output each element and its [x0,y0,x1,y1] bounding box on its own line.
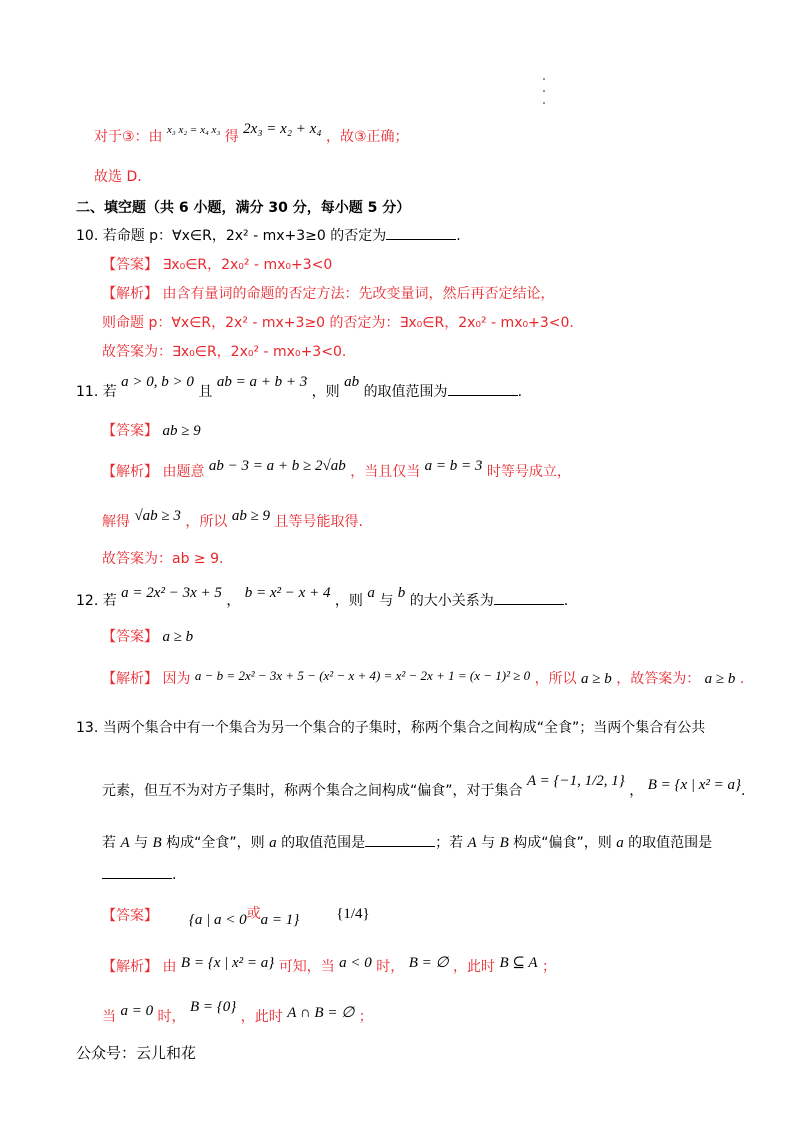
question-text: ， [226,593,241,609]
prev-text: ，故③正确； [326,129,409,145]
question-text: 若 [102,835,116,851]
q12-analysis [102,670,744,688]
q11-analysis-2 [102,508,363,531]
answer-tag: 【答案】 [102,908,158,924]
answer-math: a = 1} [260,912,300,928]
analysis-text: 时等号成立， [486,464,571,480]
analysis-text: 当 [102,1009,116,1025]
period: . [517,384,523,400]
analysis-math: B = {x | x² = a} [180,955,275,971]
analysis-text: ，故答案为： [616,671,701,687]
analysis-text: 时， [157,1009,186,1025]
analysis-math: ab ≥ 9 [231,508,271,524]
answer-math: {1/4} [336,906,370,922]
question-text: 元素，但互不为对方子集时，称两个集合之间构成“偏食”，对于集合 [102,783,523,799]
question-number: 10. [76,228,99,244]
math-var: B [499,835,509,851]
analysis-math: a − b = 2x² − 3x + 5 − (x² − x + 4) = x² − 2x + 1 = (x − 1)² ≥ 0 [194,668,531,683]
analysis-text: ，当且仅当 [350,464,421,480]
answer-blank [102,866,172,879]
analysis-text: . [739,671,745,687]
question-13-line-4 [102,866,176,884]
q10-analysis-1 [102,285,554,303]
math-expr: ab [344,374,360,390]
punct: ， [629,783,644,799]
analysis-tag: 【解析】 [102,464,158,480]
answer-math: {a | a < 0 [188,912,247,928]
analysis-math: a ≥ b [581,671,612,687]
question-text: 与 [379,593,394,609]
answer-text: 或 [246,906,261,922]
question-13-line-1 [76,719,705,737]
analysis-text: ，此时 [240,1009,283,1025]
question-text: 的大小关系为 [409,593,494,609]
q12-answer [102,628,193,646]
answer-tag: 【答案】 [102,257,158,273]
question-text: ，则 [311,384,340,400]
prev-line-2: 故选 D. [94,169,142,185]
question-text: 若 [102,593,117,609]
analysis-math: a = 0 [120,1003,154,1019]
question-13-line-3 [102,834,712,852]
analysis-tag: 【解析】 [102,286,158,302]
analysis-tag: 【解析】 [102,959,158,975]
analysis-text: 因为 [162,671,191,687]
math-var: A [467,835,477,851]
question-text: ，则 [334,593,363,609]
analysis-text: ，所以 [185,514,228,530]
question-text: 的取值范围是 [628,835,713,851]
answer-tag: 【答案】 [102,423,158,439]
period: . [172,867,177,883]
analysis-text: 由 [162,959,177,975]
q11-analysis-1 [102,458,571,481]
question-10 [76,227,461,245]
analysis-math: B = ∅ [408,955,449,971]
answer-blank [365,834,435,847]
period: . [456,228,461,244]
question-11 [76,374,523,401]
question-text: 与 [481,835,496,851]
analysis-math: B ⊆ A [499,955,538,971]
math-var: a [616,835,624,851]
math-expr: a > 0, b > 0 [121,374,194,390]
question-13-line-2 [102,773,746,800]
question-text: 当两个集合中有一个集合为另一个集合的子集时，称两个集合之间构成“全食”；当两个集合有公共 [102,720,706,736]
math-var: a [269,835,277,851]
q11-conclusion: 故答案为：ab ≥ 9. [102,551,224,567]
footer-watermark: 公众号：云儿和花 [76,1044,197,1062]
answer-math: ab ≥ 9 [162,423,201,439]
analysis-text: 可知，当 [278,959,335,975]
prev-text: 得 [224,129,239,145]
q13-analysis-1 [102,955,557,976]
question-text: ；若 [435,835,464,851]
analysis-math: a = b = 3 [424,458,483,474]
analysis-math: A ∩ B = ∅ [287,1005,355,1021]
answer-text: ∃x₀∈R，2x₀² - mx₀+3<0 [162,257,333,273]
analysis-text: 时， [376,959,405,975]
question-text: 若命题 p：∀x∈R，2x² - mx+3≥0 的否定为 [102,228,387,244]
question-text: 构成“偏食”，则 [513,835,612,851]
q13-analysis-2 [102,999,373,1026]
question-text: 构成“全食”，则 [166,835,265,851]
question-12 [76,585,569,610]
question-number: 12. [76,593,99,609]
prev-math-small: x₃ x₂ = x₄ x₃ [167,124,221,136]
question-number: 13. [76,720,99,736]
prev-text: 对于③：由 [94,129,163,145]
analysis-text: ，此时 [453,959,495,975]
section-header: 二、填空题（共 6 小题，满分 30 分，每小题 5 分） [76,200,411,216]
answer-blank [448,383,518,396]
question-text: 且 [198,384,213,400]
analysis-math: ab − 3 = a + b ≥ 2√ab [208,458,346,474]
set-a: A = {−1, 1/2, 1} [526,773,625,789]
analysis-text: 解得 [102,514,130,530]
page-edge-marks [543,78,547,114]
math-expr: b [397,585,406,601]
answer-blank [386,227,456,240]
math-var: B [152,835,162,851]
math-expr: ab = a + b + 3 [216,374,308,390]
prev-math: 2x₃ = x₂ + x₄ [243,121,322,137]
period: . [741,783,746,799]
analysis-math: √ab ≥ 3 [134,508,181,524]
question-text: 的取值范围是 [281,835,366,851]
q10-answer [102,256,332,274]
prev-line-1 [94,121,409,147]
analysis-text: 由含有量词的命题的否定方法：先改变量词，然后再否定结论， [162,286,555,302]
q13-answer [102,906,370,928]
math-var: A [120,835,130,851]
q10-analysis-3: 故答案为：∃x₀∈R，2x₀² - mx₀+3<0. [102,344,347,360]
question-text: 与 [134,835,149,851]
analysis-text: 且等号能取得. [274,514,363,530]
analysis-math: a ≥ b [704,671,736,687]
math-expr: a [367,585,375,601]
question-text: 的取值范围为 [363,384,448,400]
math-expr: a = 2x² − 3x + 5 [121,585,222,601]
analysis-math: a < 0 [339,955,372,971]
analysis-text: 由题意 [162,464,205,480]
question-text: 若 [102,384,117,400]
q11-answer [102,422,201,440]
answer-math: a ≥ b [162,629,194,645]
analysis-text: ； [358,1009,373,1025]
math-expr: b = x² − x + 4 [244,585,331,601]
period: . [563,593,569,609]
analysis-math: B = {0} [189,999,237,1015]
analysis-tag: 【解析】 [102,671,158,687]
question-number: 11. [76,384,99,400]
set-b: B = {x | x² = a} [647,777,742,793]
answer-blank [494,592,564,605]
analysis-text: ，所以 [534,671,577,687]
analysis-text: ； [542,959,557,975]
q10-analysis-2: 则命题 p：∀x∈R，2x² - mx+3≥0 的否定为：∃x₀∈R，2x₀² - mx₀+3<0. [102,315,574,331]
answer-tag: 【答案】 [102,629,158,645]
